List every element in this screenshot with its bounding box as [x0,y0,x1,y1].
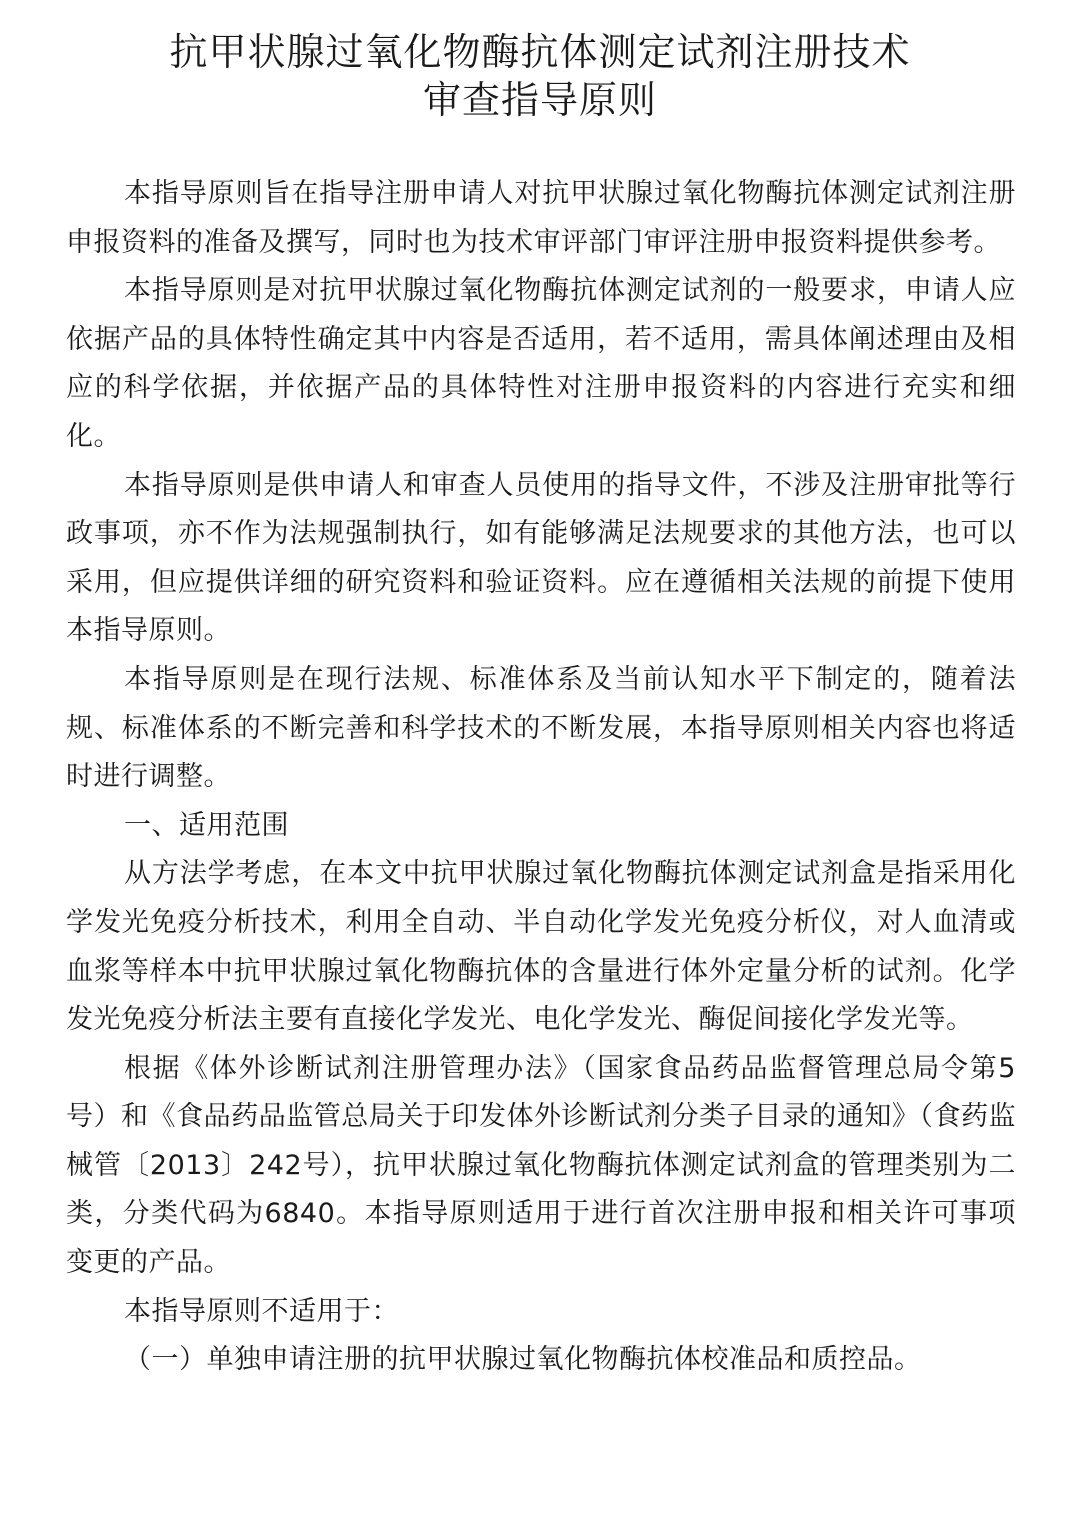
paragraph-general-requirements: 本指导原则是对抗甲状腺过氧化物酶抗体测定试剂的一般要求，申请人应依据产品的具体特性确定其中内容是否适用，若不适用，需具体阐述理由及相应的科学依据，并依据产品的具体特性对注册申报资料的内容进行充实和细化。 [66,275,1016,452]
document-title-line-1: 抗甲状腺过氧化物酶抗体测定试剂注册技术 [169,30,911,74]
document-body [66,170,1016,1385]
list-item-exclusion-1: （一）单独申请注册的抗甲状腺过氧化物酶抗体校准品和质控品。 [124,1344,922,1376]
paragraph-not-applicable: 本指导原则不适用于： [124,1295,399,1327]
paragraph-classification: 根据《体外诊断试剂注册管理办法》（国家食品药品监督管理总局令第5号）和《食品药品监管总局关于印发体外诊断试剂分类子目录的通知》（食药监械管〔2013〕242号），抗甲状腺过氧化物酶抗体测定试剂盒的管理类别为二类，分类代码为6840。本指导原则适用于进行首次注册申报和相关许可事项变更的产品。 [66,1052,1016,1279]
document-title-line-2: 审查指导原则 [422,78,657,122]
paragraph-purpose: 本指导原则旨在指导注册申请人对抗甲状腺过氧化物酶抗体测定试剂注册申报资料的准备及撰写，同时也为技术审评部门审评注册申报资料提供参考。 [66,178,1016,258]
paragraph-guidance-nature: 本指导原则是供申请人和审查人员使用的指导文件，不涉及注册审批等行政事项，亦不作为法规强制执行，如有能够满足法规要求的其他方法，也可以采用，但应提供详细的研究资料和验证资料。应在遵循相关法规的前提下使用本指导原则。 [66,469,1016,647]
paragraph-adjustment: 本指导原则是在现行法规、标准体系及当前认知水平下制定的，随着法规、标准体系的不断完善和科学技术的不断发展，本指导原则相关内容也将适时进行调整。 [66,663,1016,793]
paragraph-methodology: 从方法学考虑，在本文中抗甲状腺过氧化物酶抗体测定试剂盒是指采用化学发光免疫分析技术，利用全自动、半自动化学发光免疫分析仪，对人血清或血浆等样本中抗甲状腺过氧化物酶抗体的含量进行体外定量分析的试剂。化学发光免疫分析法主要有直接化学发光、电化学发光、酶促间接化学发光等。 [66,858,1016,1036]
section-heading-scope: 一、适用范围 [124,809,289,841]
